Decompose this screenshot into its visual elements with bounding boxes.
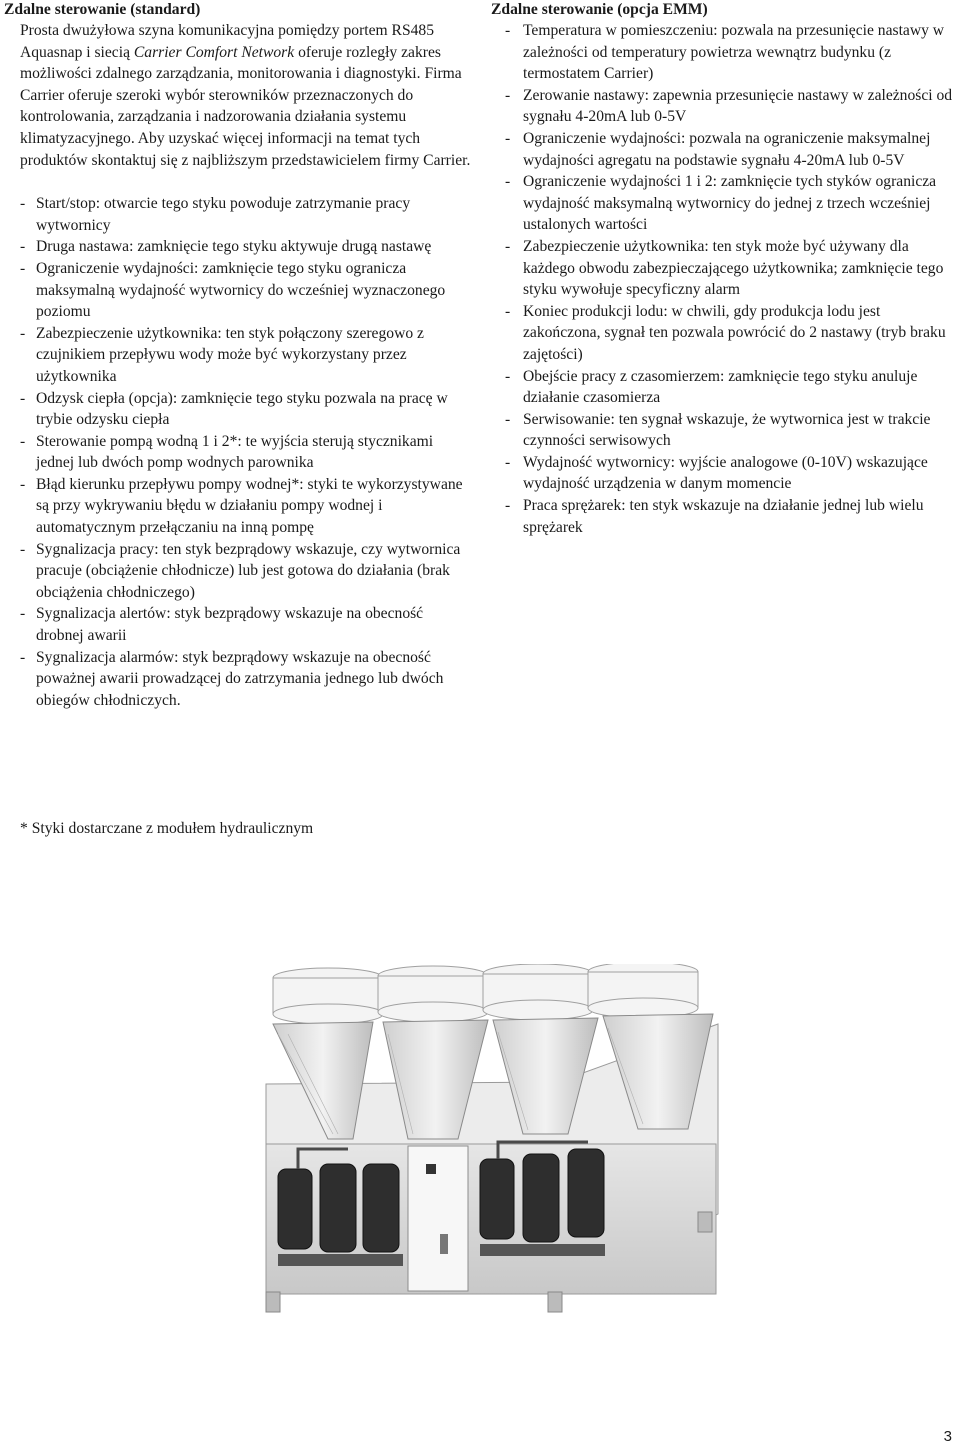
left-column: [4, 0, 474, 711]
list-item: - Obejście pracy z czasomierzem: zamknięcie tego styku anuluje działanie czasomierza: [491, 366, 957, 409]
list-item: - Ograniczenie wydajności 1 i 2: zamknięcie tych styków ogranicza wydajność maksymalną wytwornicy do jednej z trzech wcześniej ustalonych wartości: [491, 171, 957, 236]
list-item: - Wydajność wytwornicy: wyjście analogowe (0-10V) wskazujące wydajność urządzenia w danym momencie: [491, 452, 957, 495]
list-item: - Zabezpieczenie użytkownika: ten styk może być używany dla każdego obwodu zabezpieczającego użytkownika; zamknięcie tego styku wywołuje specyficzny alarm: [491, 236, 957, 301]
left-intro: [20, 20, 474, 171]
list-item: - Sygnalizacja pracy: ten styk bezprądowy wskazuje, czy wytwornica pracuje (obciążenie chłodnicze) lub jest gotowa do działania (brak obciążenia chłodniczego): [4, 539, 474, 604]
list-item: - Sterowanie pompą wodną 1 i 2*: te wyjścia sterują stycznikami jednej lub dwóch pomp wodnych parownika: [4, 431, 474, 474]
list-item: - Sygnalizacja alertów: styk bezprądowy wskazuje na obecność drobnej awarii: [4, 603, 474, 646]
chiller-unit-image: [258, 964, 725, 1347]
list-item: - Druga nastawa: zamknięcie tego styku aktywuje drugą nastawę: [4, 236, 474, 258]
list-item: - Temperatura w pomieszczeniu: pozwala na przesunięcie nastawy w zależności od temperatury powietrza wewnątrz budynku (z termostatem Carrier): [491, 20, 957, 85]
footnote: * Styki dostarczane z modułem hydraulicznym: [20, 820, 314, 837]
list-item: - Sygnalizacja alarmów: styk bezprądowy wskazuje na obecność poważnej awarii prowadzącej do zatrzymania jednego lub dwóch obiegów chłodniczych.: [4, 647, 474, 712]
intro-text-1: Prosta dwużyłowa szyna komunikacyjna pomiędzy portem RS485 Aquasnap i siecią: [20, 22, 435, 61]
list-item: - Odzysk ciepła (opcja): zamknięcie tego styku pozwala na pracę w trybie odzysku ciepła: [4, 388, 474, 431]
list-item: - Serwisowanie: ten sygnał wskazuje, że wytwornica jest w trakcie czynności serwisowych: [491, 409, 957, 452]
right-column: [491, 0, 957, 538]
list-item: - Ograniczenie wydajności: pozwala na ograniczenie maksymalnej wydajności agregatu na podstawie sygnału 4-20mA lub 0-5V: [491, 128, 957, 171]
right-heading: Zdalne sterowanie (opcja EMM): [491, 1, 708, 18]
list-item: - Ograniczenie wydajności: zamknięcie tego styku ogranicza maksymalną wydajność wytwornicy do wcześniej wyznaczonego poziomu: [4, 258, 474, 323]
list-item: - Błąd kierunku przepływu pompy wodnej*: styki te wykorzystywane są przy wykrywaniu błędu w działaniu pompy wodnej i automatycznym przełączaniu na inną pompę: [4, 474, 474, 539]
left-heading: Zdalne sterowanie (standard): [4, 1, 201, 18]
list-item: - Start/stop: otwarcie tego styku powoduje zatrzymanie pracy wytwornicy: [4, 193, 474, 236]
list-item: - Zerowanie nastawy: zapewnia przesunięcie nastawy w zależności od sygnału 4-20mA lub 0-5V: [491, 85, 957, 128]
intro-text-2: oferuje rozległy zakres możliwości zdalnego zarządzania, monitorowania i diagnostyki. Firma Carrier oferuje szeroki wybór sterowników przeznaczonych do kontrolowania, zarządzania i nadzorowania działania systemu klimatyzacyjnego. Aby uzyskać więcej informacji na temat tych produktów skontaktuj się z najbliższym przedstawicielem firmy Carrier.: [20, 43, 471, 169]
right-list: [491, 20, 957, 538]
intro-italic: Carrier Comfort Network: [133, 43, 295, 61]
list-item: - Koniec produkcji lodu: w chwili, gdy produkcja lodu jest zakończona, sygnał ten pozwala powrócić do 2 nastawy (tryb braku zajętości): [491, 301, 957, 366]
list-item: - Praca sprężarek: ten styk wskazuje na działanie jednej lub wielu sprężarek: [491, 495, 957, 538]
page-number: 3: [943, 1428, 952, 1445]
left-list: [4, 193, 474, 711]
list-item: - Zabezpieczenie użytkownika: ten styk połączony szeregowo z czujnikiem przepływu wody może być wykorzystany przez użytkownika: [4, 323, 474, 388]
